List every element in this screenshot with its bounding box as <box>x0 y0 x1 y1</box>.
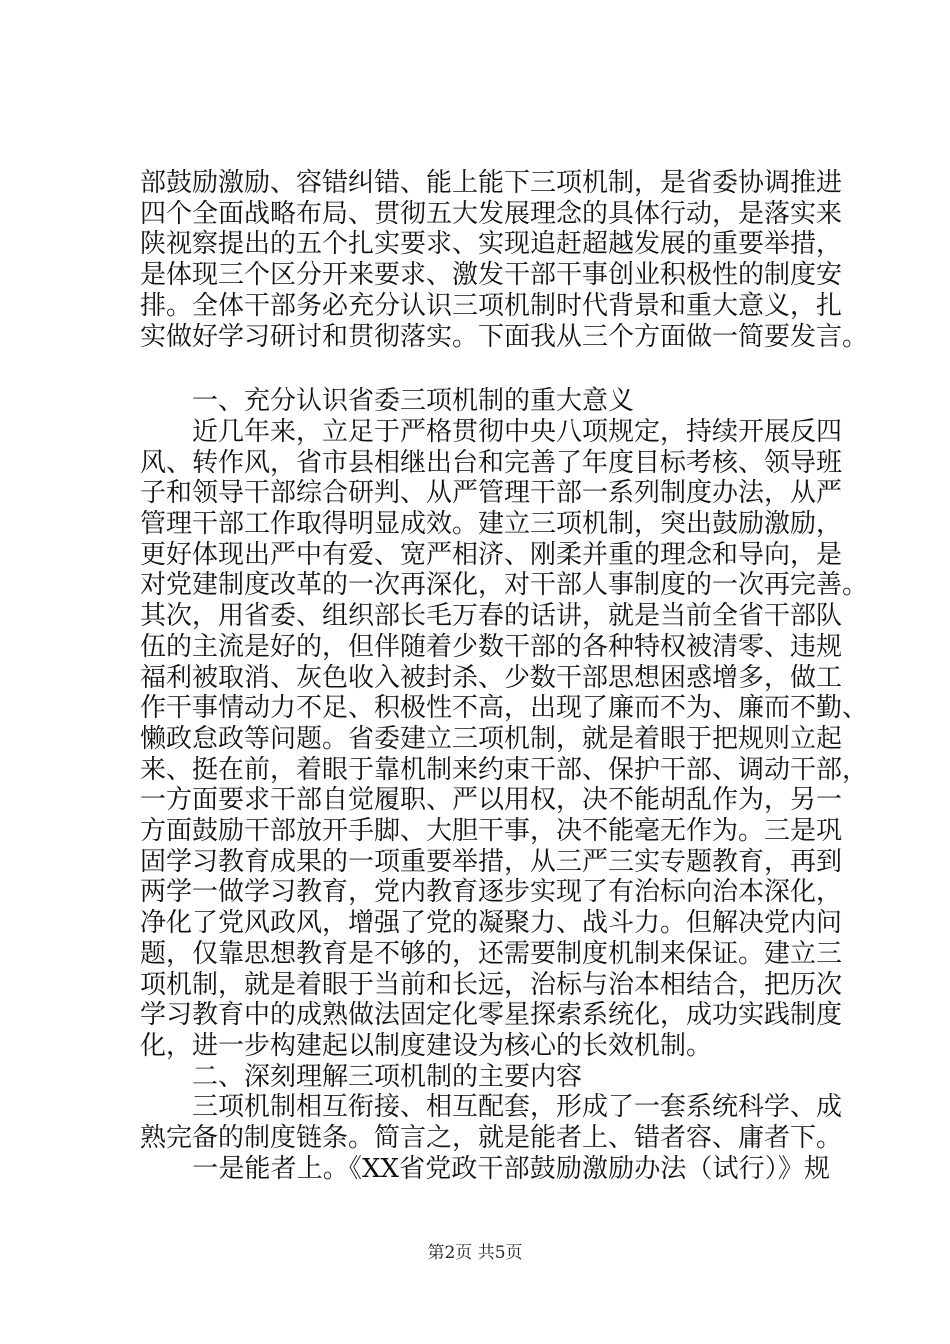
text-line: 三项机制相互衔接、相互配套，形成了一套系统科学、成 <box>140 1092 843 1122</box>
text-line: 其次，用省委、组织部长毛万春的话讲，就是当前全省干部队 <box>140 601 843 631</box>
text-line: 两学一做学习教育，党内教育逐步实现了有治标向治本深化， <box>140 877 843 907</box>
text-line: 一方面要求干部自觉履职、严以用权，决不能胡乱作为，另一 <box>140 785 843 815</box>
text-line: 学习教育中的成熟做法固定化零星探索系统化，成功实践制度 <box>140 1000 843 1030</box>
text-line: 熟完备的制度链条。简言之，就是能者上、错者容、庸者下。 <box>140 1123 843 1153</box>
text-line: 题，仅靠思想教育是不够的，还需要制度机制来保证。建立三 <box>140 939 843 969</box>
text-line: 净化了党风政风，增强了党的凝聚力、战斗力。但解决党内问 <box>140 908 843 938</box>
text-line: 部鼓励激励、容错纠错、能上能下三项机制，是省委协调推进 <box>140 168 843 198</box>
text-line: 管理干部工作取得明显成效。建立三项机制，突出鼓励激励， <box>140 509 843 539</box>
text-line: 陕视察提出的五个扎实要求、实现追赶超越发展的重要举措， <box>140 229 843 259</box>
section-heading: 一、充分认识省委三项机制的重大意义 <box>140 386 635 416</box>
text-line: 风、转作风，省市县相继出台和完善了年度目标考核、领导班 <box>140 448 843 478</box>
text-line: 固学习教育成果的一项重要举措，从三严三实专题教育，再到 <box>140 847 843 877</box>
text-line: 伍的主流是好的，但伴随着少数干部的各种特权被清零、违规 <box>140 632 843 662</box>
text-line: 排。全体干部务必充分认识三项机制时代背景和重大意义，扎 <box>140 291 843 321</box>
text-line: 懒政怠政等问题。省委建立三项机制，就是着眼于把规则立起 <box>140 724 843 754</box>
text-line: 方面鼓励干部放开手脚、大胆干事，决不能毫无作为。三是巩 <box>140 816 843 846</box>
text-line: 是体现三个区分开来要求、激发干部干事创业积极性的制度安 <box>140 260 843 290</box>
text-line: 四个全面战略布局、贯彻五大发展理念的具体行动，是落实来 <box>140 199 843 229</box>
text-line: 作干事情动力不足、积极性不高，出现了廉而不为、廉而不勤、 <box>140 693 869 723</box>
text-line: 来、挺在前，着眼于靠机制来约束干部、保护干部、调动干部， <box>140 755 869 785</box>
text-line: 对党建制度改革的一次再深化，对干部人事制度的一次再完善。 <box>140 570 869 600</box>
page-number-footer: 第2页 共5页 <box>427 1243 523 1263</box>
section-heading: 二、深刻理解三项机制的主要内容 <box>140 1062 583 1092</box>
text-line: 近几年来，立足于严格贯彻中央八项规定，持续开展反四 <box>140 417 843 447</box>
text-line: 实做好学习研讨和贯彻落实。下面我从三个方面做一简要发言。 <box>140 322 869 352</box>
text-line: 福利被取消、灰色收入被封杀、少数干部思想困惑增多，做工 <box>140 663 843 693</box>
text-line: 更好体现出严中有爱、宽严相济、刚柔并重的理念和导向，是 <box>140 540 843 570</box>
text-line: 项机制，就是着眼于当前和长远，治标与治本相结合，把历次 <box>140 970 843 1000</box>
text-line: 一是能者上。《XX省党政干部鼓励激励办法（试行）》规 <box>140 1154 830 1184</box>
text-line: 化，进一步构建起以制度建设为核心的长效机制。 <box>140 1031 713 1061</box>
text-line: 子和领导干部综合研判、从严管理干部一系列制度办法，从严 <box>140 478 843 508</box>
